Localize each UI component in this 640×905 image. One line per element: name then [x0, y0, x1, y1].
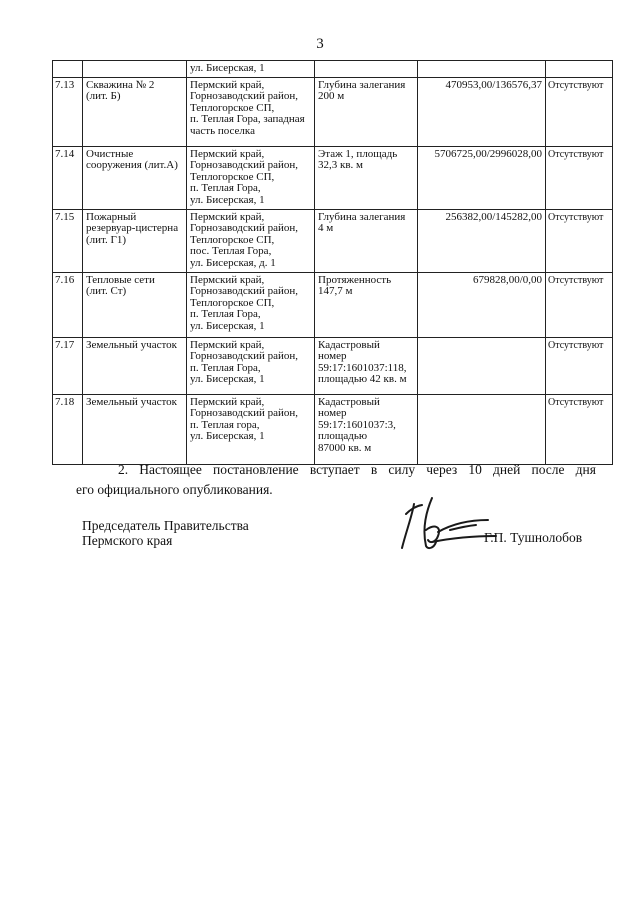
- cell-number: 7.15: [53, 209, 83, 272]
- cell-encumbrance: Отсутствуют: [546, 209, 613, 272]
- cell-name: Земельный участок: [83, 394, 187, 464]
- cell-number: 7.14: [53, 146, 83, 209]
- paragraph-line: 2. Настоящее постановление вступает в силу через 10 дней после дня: [118, 462, 596, 477]
- cell-characteristics: Глубина залегания 200 м: [315, 77, 418, 146]
- handwritten-signature: [392, 490, 502, 560]
- table-row: [53, 209, 613, 272]
- cell-number: 7.16: [53, 272, 83, 337]
- cell-address: ул. Бисерская, 1: [187, 61, 315, 78]
- cell-address: Пермский край, Горнозаводский район, п. Теплая гора, ул. Бисерская, 1: [187, 394, 315, 464]
- cell-cost: [418, 337, 546, 394]
- cell-number: [53, 61, 83, 78]
- cell-encumbrance: Отсутствуют: [546, 394, 613, 464]
- property-table: [52, 60, 613, 465]
- cell-cost: [418, 61, 546, 78]
- table-row: [53, 77, 613, 146]
- cell-characteristics: Кадастровый номер 59:17:1601037:3, площадью 87000 кв. м: [315, 394, 418, 464]
- effective-date-paragraph: [76, 460, 596, 500]
- table-row: [53, 61, 613, 78]
- cell-name: Земельный участок: [83, 337, 187, 394]
- cell-cost: 256382,00/145282,00: [418, 209, 546, 272]
- table-row: [53, 337, 613, 394]
- cell-name: Пожарный резервуар-цистерна (лит. Г1): [83, 209, 187, 272]
- cell-characteristics: [315, 61, 418, 78]
- table-row: [53, 394, 613, 464]
- cell-address: Пермский край, Горнозаводский район, Теплогорское СП, пос. Теплая Гора, ул. Бисерская, д. 1: [187, 209, 315, 272]
- cell-cost: 5706725,00/2996028,00: [418, 146, 546, 209]
- cell-encumbrance: Отсутствуют: [546, 146, 613, 209]
- cell-cost: 679828,00/0,00: [418, 272, 546, 337]
- cell-characteristics: Кадастровый номер 59:17:1601037:118, площадью 42 кв. м: [315, 337, 418, 394]
- cell-encumbrance: Отсутствуют: [546, 77, 613, 146]
- signatory-title-line: Председатель Правительства: [82, 518, 249, 533]
- cell-encumbrance: Отсутствуют: [546, 272, 613, 337]
- cell-address: Пермский край, Горнозаводский район, Теплогорское СП, п. Теплая Гора, ул. Бисерская, 1: [187, 146, 315, 209]
- cell-characteristics: Протяженность 147,7 м: [315, 272, 418, 337]
- cell-characteristics: Этаж 1, площадь 32,3 кв. м: [315, 146, 418, 209]
- cell-characteristics: Глубина залегания 4 м: [315, 209, 418, 272]
- page-number: 3: [316, 36, 324, 52]
- signatory-title-line: Пермского края: [82, 533, 173, 548]
- cell-number: 7.17: [53, 337, 83, 394]
- signatory-name: Г.П. Тушнолобов: [484, 530, 583, 545]
- cell-cost: 470953,00/136576,37: [418, 77, 546, 146]
- cell-encumbrance: [546, 61, 613, 78]
- cell-name: Тепловые сети (лит. Ст): [83, 272, 187, 337]
- cell-address: Пермский край, Горнозаводский район, Теплогорское СП, п. Теплая Гора, ул. Бисерская, 1: [187, 272, 315, 337]
- cell-number: 7.18: [53, 394, 83, 464]
- paragraph-line: его официального опубликования.: [76, 482, 273, 497]
- cell-encumbrance: Отсутствуют: [546, 337, 613, 394]
- cell-name: [83, 61, 187, 78]
- signatory-title: [82, 518, 249, 548]
- cell-cost: [418, 394, 546, 464]
- cell-name: Скважина № 2 (лит. Б): [83, 77, 187, 146]
- table-row: [53, 272, 613, 337]
- cell-number: 7.13: [53, 77, 83, 146]
- cell-name: Очистные сооружения (лит.А): [83, 146, 187, 209]
- cell-address: Пермский край, Горнозаводский район, Теплогорское СП, п. Теплая Гора, западная часть поселка: [187, 77, 315, 146]
- table-row: [53, 146, 613, 209]
- cell-address: Пермский край, Горнозаводский район, п. Теплая Гора, ул. Бисерская, 1: [187, 337, 315, 394]
